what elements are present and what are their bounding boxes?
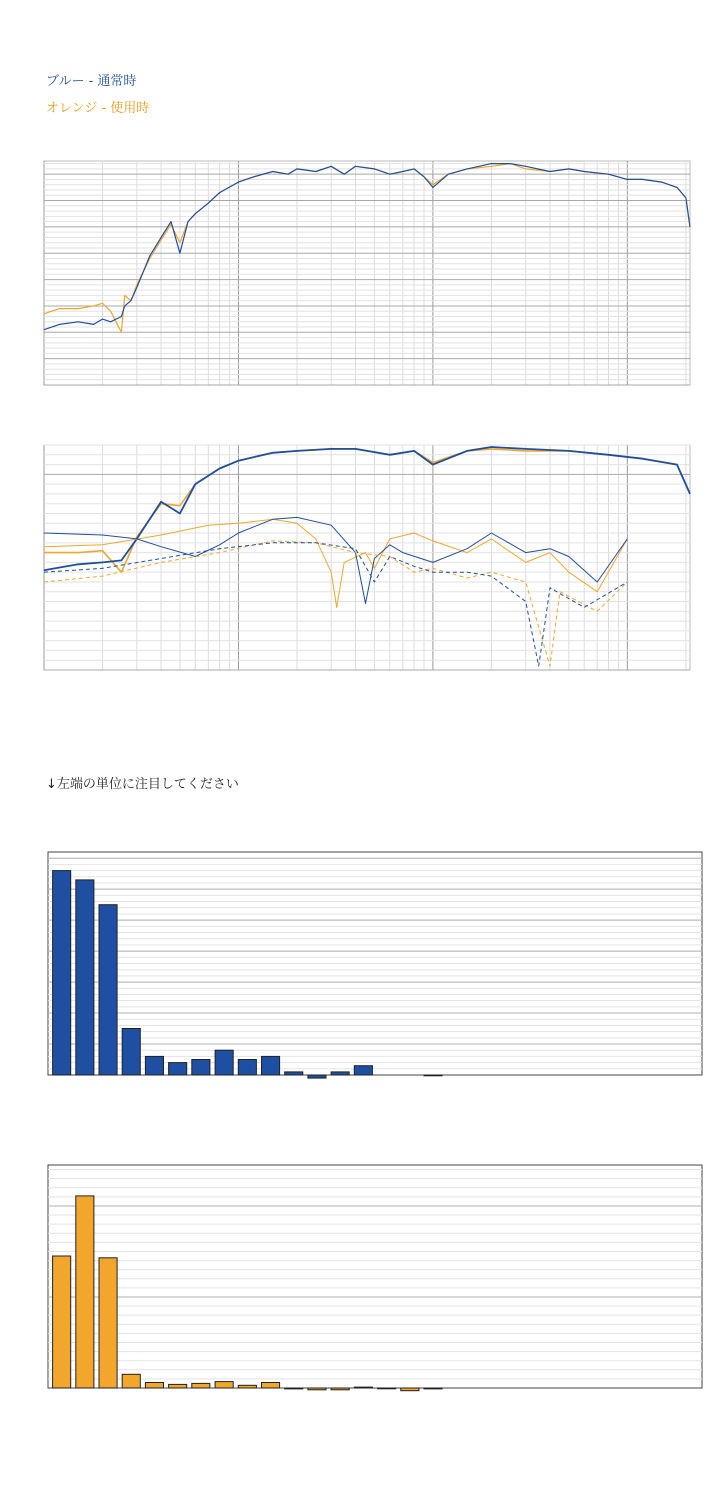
- bar: [424, 1388, 442, 1389]
- bar: [192, 1383, 210, 1388]
- bar: [285, 1388, 303, 1389]
- bar: [354, 1387, 372, 1388]
- reverb-time-chart-in-use: [0, 1143, 712, 1433]
- bar: [169, 1384, 187, 1388]
- reverb-time-chart-normal: [0, 830, 712, 1120]
- bar: [76, 880, 94, 1075]
- bar: [378, 1388, 396, 1389]
- bar: [122, 1029, 140, 1076]
- legend-in-use: オレンジ - 使用時: [46, 101, 150, 116]
- bar: [215, 1382, 233, 1388]
- bar: [145, 1056, 163, 1075]
- bar: [169, 1063, 187, 1075]
- frequency-response-chart: [0, 140, 712, 420]
- harmonic-distortion-chart: [0, 425, 712, 715]
- plot-area: [44, 445, 690, 670]
- bar: [99, 1258, 117, 1388]
- bar: [308, 1388, 326, 1390]
- bar: [145, 1383, 163, 1389]
- legend-normal: ブルー - 通常時: [46, 74, 137, 89]
- bar: [354, 1066, 372, 1075]
- bar: [331, 1388, 349, 1390]
- bar: [331, 1072, 349, 1075]
- bar: [53, 1256, 71, 1388]
- plot-area: [44, 161, 690, 385]
- bar: [238, 1385, 256, 1388]
- bar: [76, 1196, 94, 1388]
- bar: [401, 1388, 419, 1391]
- bar: [262, 1056, 280, 1075]
- bar: [262, 1383, 280, 1389]
- bar: [215, 1050, 233, 1075]
- plot-area: [48, 1165, 702, 1388]
- bar: [424, 1075, 442, 1076]
- bar: [53, 871, 71, 1075]
- bar: [192, 1060, 210, 1076]
- bar: [99, 905, 117, 1075]
- bar: [285, 1072, 303, 1075]
- bar: [238, 1060, 256, 1076]
- bar: [122, 1374, 140, 1388]
- unit-note: ↓左端の単位に注目してください: [46, 777, 239, 792]
- bar: [308, 1075, 326, 1078]
